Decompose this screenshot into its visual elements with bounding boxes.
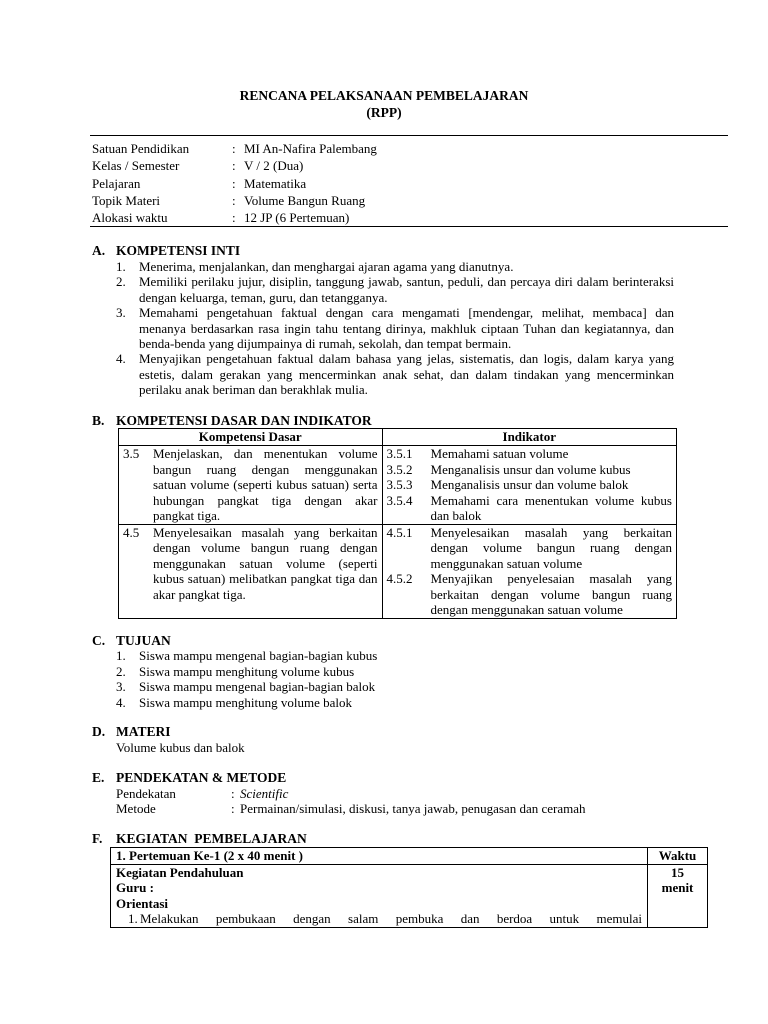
indicator-number: 3.5.1 — [386, 446, 413, 461]
list-item — [116, 305, 674, 352]
indicator-text: Menganalisis unsur dan volume kubus — [430, 461, 631, 477]
pendekatan-colon: : — [231, 786, 235, 801]
list-number: 1. — [116, 259, 126, 274]
identity-label: Topik Materi — [92, 193, 161, 208]
pendekatan-value: Scientific — [240, 786, 289, 801]
section-title: KOMPETENSI INTI — [116, 243, 241, 258]
indicator-text: Menyelesaikan masalah yang berkaitan dengan volume bangun ruang dengan menggunakan satuan volume — [430, 524, 672, 571]
identity-label: Alokasi waktu — [92, 210, 168, 225]
kd-cell — [119, 446, 383, 525]
indicator-text: Menganalisis unsur dan volume balok — [430, 477, 629, 492]
kompetensi-table — [118, 428, 677, 619]
indicator-item — [387, 477, 672, 493]
identity-value: V / 2 (Dua) — [244, 158, 304, 173]
metode-value: Permainan/simulasi, diskusi, tanya jawab, penugasan dan ceramah — [240, 801, 586, 816]
section-title: MATERI — [116, 724, 171, 739]
list-text: Memahami pengetahuan faktual dengan cara mengamati [mendengar, melihat, membaca] dan menanya berdasarkan rasa ingin tahu tentang dirinya, makhluk ciptaan Tuhan dan kegiatannya, dan benda-benda yang dijumpainya di rumah, sekolah, dan tempat bermain. — [139, 305, 674, 351]
identity-colon: : — [232, 176, 236, 191]
indicator-number: 3.5.2 — [386, 461, 413, 477]
section-letter: B. — [92, 413, 105, 428]
indicator-text: Memahami cara menentukan volume kubus dan balok — [430, 492, 672, 523]
waktu-header: Waktu — [648, 848, 708, 865]
indicator-text: Menyajikan penyelesaian masalah yang berkaitan dengan volume bangun ruang dengan menggunakan satuan volume — [430, 571, 672, 617]
table-row — [111, 864, 708, 927]
guru-label: Guru : — [116, 880, 154, 895]
table-row — [119, 446, 677, 525]
indicator-number: 3.5.3 — [386, 477, 413, 492]
section-letter: C. — [92, 633, 106, 648]
section-title: KEGIATAN PEMBELAJARAN — [116, 831, 307, 846]
indicator-cell — [382, 524, 676, 618]
list-item — [116, 664, 674, 680]
indicator-item — [387, 525, 672, 572]
section-title: KOMPETENSI DASAR DAN INDIKATOR — [116, 413, 372, 428]
activity-step — [116, 911, 642, 927]
section-letter: A. — [92, 243, 106, 258]
list-text: Siswa mampu menghitung volume kubus — [139, 664, 355, 679]
list-number: 3. — [116, 679, 126, 694]
identity-colon: : — [232, 210, 236, 225]
kd-text: Menyelesaikan masalah yang berkaitan dengan volume bangun ruang dengan menggunakan satuan volume (seperti kubus satuan) melibatkan pangkat tiga dan akar pangkat tiga. — [153, 524, 378, 602]
identity-label: Satuan Pendidikan — [92, 141, 190, 156]
list-number: 4. — [116, 351, 126, 366]
bottom-rule — [90, 226, 728, 227]
indicator-item — [387, 446, 672, 462]
identity-value: MI An-Nafira Palembang — [244, 141, 377, 156]
list-number: 3. — [116, 305, 126, 320]
section-b-heading — [92, 413, 372, 429]
list-number: 4. — [116, 695, 126, 710]
section-letter: D. — [92, 724, 106, 739]
document-title: RENCANA PELAKSANAAN PEMBELAJARAN — [239, 88, 529, 103]
section-d-heading — [92, 724, 171, 740]
kd-item — [123, 446, 378, 524]
list-item — [116, 648, 674, 664]
activity-cell — [111, 864, 648, 927]
identity-value: Matematika — [244, 176, 307, 191]
identity-value: 12 JP (6 Pertemuan) — [244, 210, 350, 225]
indicator-item — [387, 493, 672, 524]
indicator-number: 3.5.4 — [386, 492, 413, 508]
column-header-indikator: Indikator — [382, 429, 676, 446]
list-text: Memiliki perilaku jujur, disiplin, tanggung jawab, santun, peduli, dan percaya diri dalam berinteraksi dengan keluarga, teman, guru, dan tetangganya. — [139, 274, 674, 305]
top-rule — [90, 135, 728, 136]
step-number: 1. — [128, 911, 138, 926]
list-text: Siswa mampu mengenal bagian-bagian balok — [139, 679, 376, 694]
identity-colon: : — [232, 193, 236, 208]
section-e-heading — [92, 770, 286, 786]
list-item — [116, 351, 674, 398]
table-header-row — [119, 429, 677, 446]
identity-colon: : — [232, 141, 236, 156]
indicator-item — [387, 462, 672, 478]
list-text: Menyajikan pengetahuan faktual dalam bahasa yang jelas, sistematis, dan logis, dalam karya yang estetis, dalam gerakan yang mencerminkan anak sehat, dan dalam tindakan yang mencerminkan perilaku anak beriman dan berakhlak mulia. — [139, 351, 674, 397]
table-header-row — [111, 848, 708, 865]
list-number: 1. — [116, 648, 126, 663]
list-text: Menerima, menjalankan, dan menghargai ajaran agama yang dianutnya. — [139, 259, 514, 274]
metode-label: Metode — [116, 801, 156, 816]
identity-colon: : — [232, 158, 236, 173]
kd-text: Menjelaskan, dan menentukan volume bangun ruang dengan menggunakan satuan volume (seperti kubus satuan) serta hubungan pangkat tiga dengan akar pangkat tiga. — [153, 446, 378, 523]
column-header-kd: Kompetensi Dasar — [119, 429, 383, 446]
materi-text: Volume kubus dan balok — [116, 740, 245, 755]
meeting-header: 1. Pertemuan Ke-1 (2 x 40 menit ) — [111, 848, 648, 865]
kegiatan-table — [110, 847, 708, 928]
list-text: Siswa mampu menghitung volume balok — [139, 695, 353, 710]
indicator-cell — [382, 446, 676, 525]
section-title: PENDEKATAN & METODE — [116, 770, 287, 785]
list-item — [116, 695, 674, 711]
indicator-number: 4.5.2 — [386, 571, 413, 586]
time-unit: menit — [661, 880, 694, 895]
identity-value: Volume Bangun Ruang — [244, 193, 366, 208]
section-f-heading — [92, 831, 307, 847]
kd-number: 4.5 — [123, 524, 140, 540]
indicator-number: 4.5.1 — [386, 524, 413, 540]
list-text: Siswa mampu mengenal bagian-bagian kubus — [139, 648, 378, 663]
time-value: 15 — [671, 864, 684, 880]
section-letter: F. — [92, 831, 103, 846]
identity-label: Kelas / Semester — [92, 158, 180, 173]
orientasi-label: Orientasi — [116, 895, 168, 911]
table-row — [119, 524, 677, 618]
kd-number: 3.5 — [123, 446, 140, 461]
kegiatan-label: Kegiatan Pendahuluan — [116, 864, 244, 880]
step-text: Melakukan pembukaan dengan salam pembuka dan berdoa untuk memulai — [140, 911, 643, 926]
list-item — [116, 679, 674, 695]
section-c-heading — [92, 633, 171, 649]
section-a-heading — [92, 243, 240, 259]
list-number: 2. — [116, 664, 126, 679]
indicator-item — [387, 571, 672, 618]
list-item — [116, 259, 674, 275]
kd-item — [123, 525, 378, 603]
indicator-text: Memahami satuan volume — [430, 446, 569, 461]
section-letter: E. — [92, 770, 105, 785]
list-number: 2. — [116, 274, 126, 289]
kd-cell — [119, 524, 383, 618]
identity-label: Pelajaran — [92, 176, 141, 191]
time-cell — [648, 864, 708, 927]
section-title: TUJUAN — [116, 633, 171, 648]
pendekatan-label: Pendekatan — [116, 786, 176, 801]
document-subtitle: (RPP) — [366, 105, 402, 120]
metode-colon: : — [231, 801, 235, 816]
list-item — [116, 274, 674, 305]
